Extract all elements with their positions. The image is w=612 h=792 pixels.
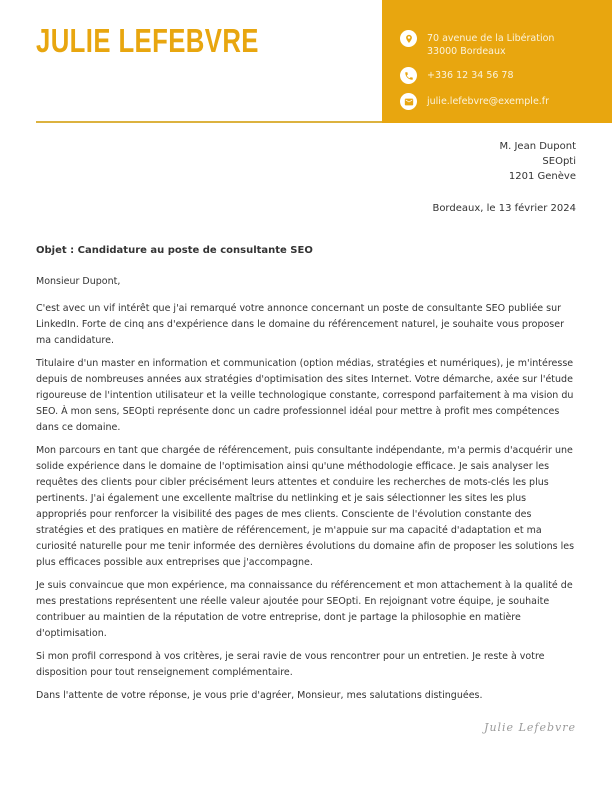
recipient-company: SEOpti [542, 156, 576, 167]
phone-text: +336 12 34 56 78 [427, 70, 514, 81]
email-icon [400, 93, 417, 110]
address-line1: 70 avenue de la Libération [427, 33, 555, 44]
recipient-city: 1201 Genève [508, 171, 576, 182]
phone-icon [400, 67, 417, 84]
paragraph-1: C'est avec un vif intérêt que j'ai remarqué votre annonce concernant un poste de consultante SEO publiée sur LinkedIn. Forte de cinq ans d'expérience dans le domaine du référencement naturel, je souhaite vous proposer ma candidature. [36, 303, 565, 346]
email-text: julie.lefebvre@exemple.fr [427, 96, 550, 107]
letter-body [36, 139, 576, 736]
address-text [427, 30, 554, 58]
location-icon [400, 30, 417, 47]
header-divider [36, 121, 382, 123]
subject-line: Objet : Candidature au poste de consultante SEO [36, 245, 313, 256]
paragraph-6: Dans l'attente de votre réponse, je vous prie d'agréer, Monsieur, mes salutations distinguées. [36, 690, 483, 701]
salutation: Monsieur Dupont, [36, 276, 121, 287]
paragraph-3: Mon parcours en tant que chargée de référencement, puis consultante indépendante, m'a permis d'acquérir une solide expérience dans le domaine de l'optimisation ainsi qu'une méthodologie efficace. Je sais analyser les requêtes des clients pour cibler précisément leurs attentes et conduire les recherches de mots-clés les plus pertinents. J'ai également une excellente maîtrise du netlinking et je sais sélectionner les sites les plus appropriés pour renforcer la visibilité des pages de mes clients. Consciente de l'évolution constante des stratégies et des pratiques en matière de référencement, je m'appuie sur ma capacité d'adaptation et ma curiosité naturelle pour me tenir informée des dernières évolutions du domaine afin de proposer les solutions les plus efficaces possible aux entreprises que j'accompagne. [36, 445, 575, 568]
contact-block [382, 0, 612, 123]
address-line2: 33000 Bordeaux [427, 46, 506, 57]
recipient-block [36, 139, 576, 184]
recipient-name: M. Jean Dupont [499, 141, 576, 152]
candidate-name: JULIE LEFEBVRE [36, 22, 259, 59]
contact-address [400, 30, 602, 58]
contact-phone [400, 67, 602, 84]
paragraph-5: Si mon profil correspond à vos critères, je serai ravie de vous rencontrer pour un entretien. Je reste à votre disposition pour tout renseignement complémentaire. [36, 651, 545, 678]
paragraph-4: Je suis convaincue que mon expérience, ma connaissance du référencement et mon attachement à la qualité de mes prestations représentent une réelle valeur ajoutée pour SEOpti. En rejoignant votre équipe, je souhaite contribuer au maintien de la réputation de votre entreprise, dont je partage la philosophie en matière d'optimisation. [36, 580, 573, 639]
dateline: Bordeaux, le 13 février 2024 [432, 203, 576, 214]
signature: Julie Lefebvre [484, 721, 576, 734]
paragraph-2: Titulaire d'un master en information et communication (option médias, stratégies et numériques), je m'intéresse depuis de nombreuses années aux stratégies d'optimisation des sites Internet. Votre démarche, axée sur l'étude rigoureuse de l'intention utilisateur et la veille technologique constante, correspond parfaitement à ma vision du SEO. À mon sens, SEOpti représente donc un cadre professionnel idéal pour mettre à profit mes compétences dans ce domaine. [36, 358, 574, 433]
contact-email [400, 93, 602, 110]
